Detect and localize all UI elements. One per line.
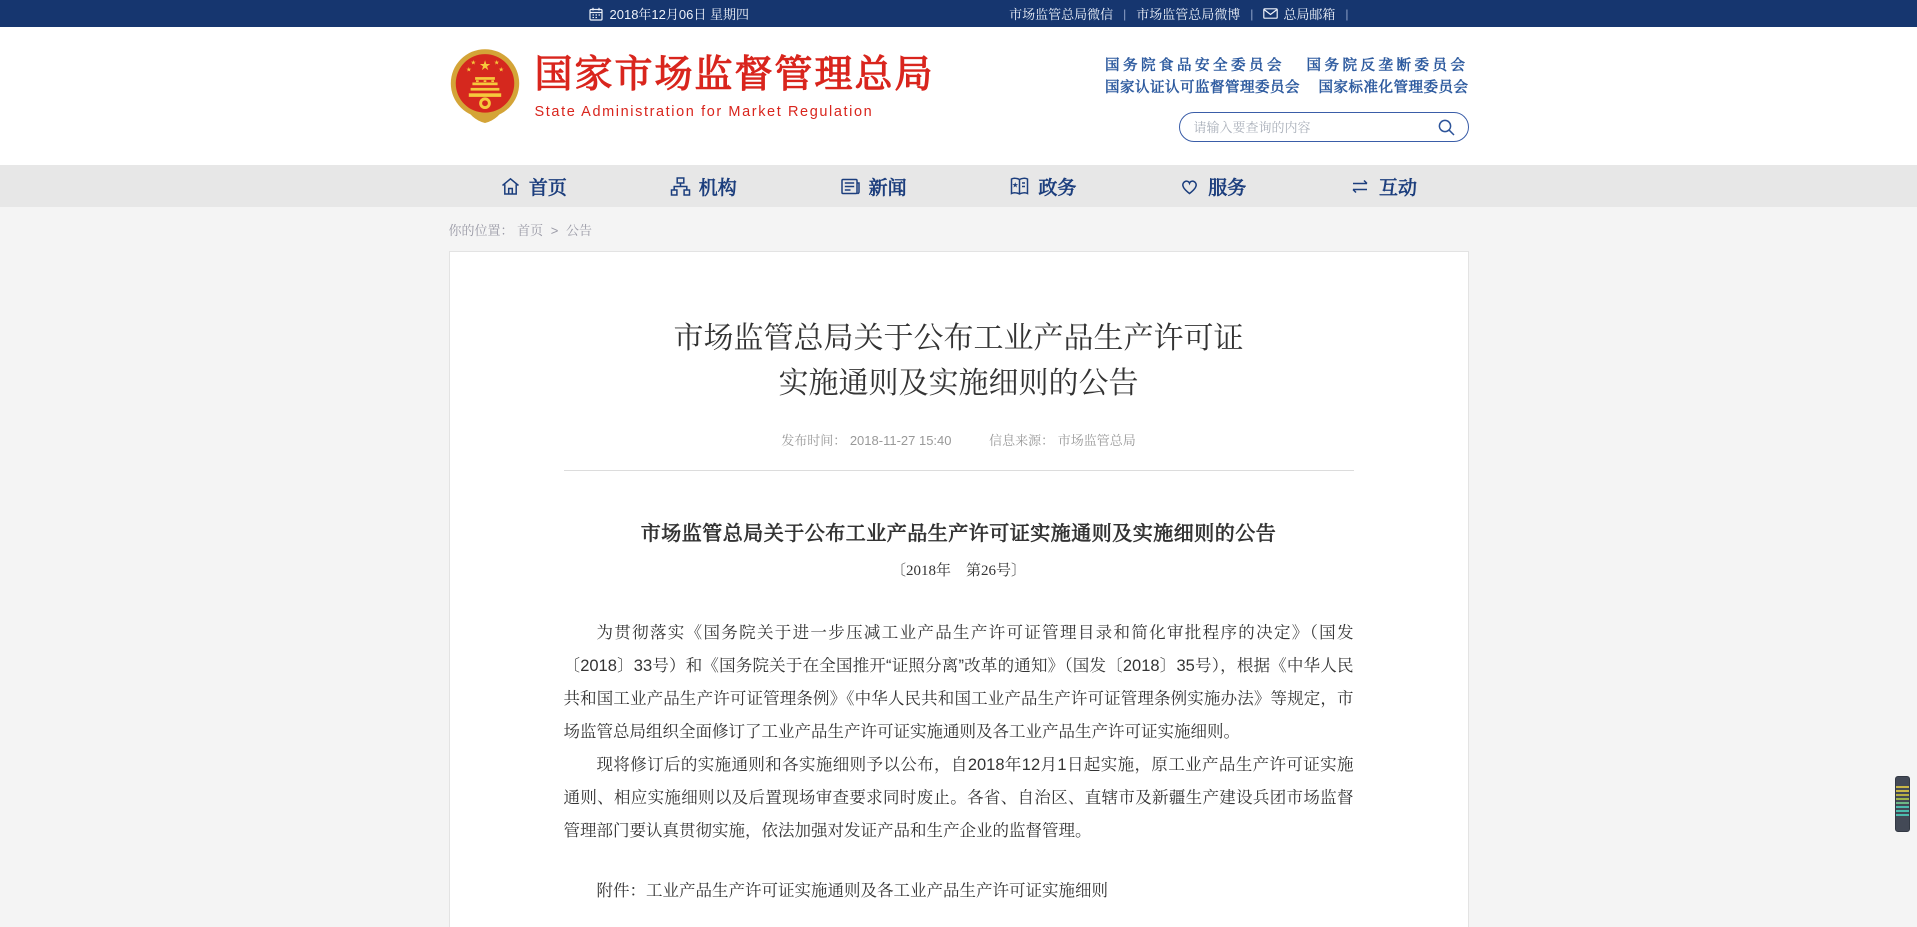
publish-time-value: 2018-11-27 15:40 [849, 433, 952, 448]
topbar-date [589, 4, 749, 23]
envelope-icon [1263, 8, 1278, 19]
link-food-safety-committee[interactable]: 国务院食品安全委员会 [1104, 58, 1285, 74]
nav-item-home[interactable] [500, 173, 567, 200]
nav-item-interaction[interactable] [1349, 173, 1417, 200]
gov-affairs-icon [1009, 176, 1030, 197]
topbar-link-weibo[interactable]: 市场监管总局微博 [1136, 7, 1241, 22]
search-box [1179, 112, 1469, 142]
main-nav [0, 165, 1917, 207]
nav-item-label: 政务 [1038, 177, 1077, 199]
site-name: 国家市场监督管理总局 [534, 53, 935, 96]
source-label: 信息来源： [989, 433, 1055, 448]
article-paragraph: 为贯彻落实《国务院关于进一步压减工业产品生产许可证管理目录和简化审批程序的决定》（国发〔2018〕33号）和《国务院关于在全国推开“证照分离”改革的通知》（国发〔2018〕35号），根据《中华人民共和国工业产品生产许可证管理条例》《中华人民共和国工业产品生产许可证管理条例实施办法》等规定，市场监管总局组织全面修订了工业产品生产许可证实施通则及各工业产品生产许可证实施细则。 [563, 624, 1354, 741]
link-antimonopoly-committee[interactable]: 国务院反垄断委员会 [1306, 58, 1469, 74]
meta-divider [564, 470, 1354, 471]
source-value: 市场监管总局 [1057, 433, 1136, 448]
home-icon [500, 176, 521, 197]
link-sac[interactable]: 国家标准化管理委员会 [1318, 80, 1469, 96]
svg-text:★: ★ [478, 57, 491, 73]
brand-text [535, 54, 935, 121]
news-icon [840, 176, 861, 197]
topbar-link-mailbox[interactable] [1263, 4, 1335, 23]
nav-item-label: 互动 [1379, 177, 1418, 199]
search-input[interactable] [1194, 120, 1437, 135]
service-heart-icon [1179, 176, 1200, 197]
breadcrumb [449, 207, 1469, 251]
topbar-separator: | [1123, 6, 1127, 21]
attachment-line: 附件：工业产品生产许可证实施通则及各工业产品生产许可证实施细则 [596, 882, 1108, 900]
nav-item-label: 服务 [1208, 177, 1247, 199]
site-brand[interactable] [449, 47, 935, 127]
svg-text:★: ★ [497, 66, 504, 74]
article-paragraph: 现将修订后的实施通则和各实施细则予以公布，自2018年12月1日起实施，原工业产品生产许可证实施通则、相应实施细则以及后置现场审查要求同时废止。各省、自治区、直辖市及新疆生产建设兵团市场监督管理部门要认真贯彻实施，依法加强对发证产品和生产企业的监督管理。 [563, 756, 1354, 840]
article-title-line1: 市场监管总局关于公布工业产品生产许可证 [673, 322, 1244, 355]
national-emblem-logo [449, 47, 521, 127]
article-body [564, 617, 1354, 908]
nav-item-label: 机构 [698, 177, 737, 199]
article-title [564, 316, 1354, 406]
related-links-row2 [1105, 77, 1469, 99]
nav-item-service[interactable] [1179, 173, 1246, 200]
article-meta [564, 430, 1354, 449]
calendar-icon [589, 7, 603, 21]
header-right [1105, 47, 1469, 142]
topbar [0, 0, 1917, 27]
svg-text:★: ★ [465, 66, 472, 74]
organization-icon [670, 176, 691, 197]
topbar-date-text: 2018年12月06日 星期四 [609, 7, 749, 22]
svg-text:★: ★ [493, 59, 500, 67]
nav-item-gov-affairs[interactable] [1009, 173, 1076, 200]
publish-time-label: 发布时间： [781, 433, 847, 448]
topbar-separator: | [1345, 6, 1349, 21]
site-name-english: State Administration for Market Regulation [534, 104, 874, 121]
topbar-links [1009, 4, 1348, 23]
nav-item-news[interactable] [840, 173, 907, 200]
article-title-line2: 实施通则及实施细则的公告 [778, 367, 1139, 400]
interaction-arrows-icon [1349, 176, 1371, 197]
breadcrumb-separator: > [550, 223, 559, 238]
link-cnca[interactable]: 国家认证认可监督管理委员会 [1104, 80, 1300, 96]
nav-item-label: 新闻 [868, 177, 907, 199]
document-number: 〔2018年 第26号〕 [890, 563, 1026, 579]
search-icon[interactable] [1437, 118, 1456, 137]
related-links-row1 [1105, 55, 1469, 77]
nav-item-label: 首页 [528, 177, 567, 199]
article-subtitle: 市场监管总局关于公布工业产品生产许可证实施通则及实施细则的公告 [640, 523, 1277, 545]
scroll-minimap-widget[interactable] [1895, 776, 1910, 832]
topbar-link-wechat[interactable]: 市场监管总局微信 [1009, 7, 1114, 22]
svg-text:★: ★ [1012, 180, 1020, 189]
topbar-separator: | [1250, 6, 1254, 21]
breadcrumb-prefix: 你的位置： [448, 223, 514, 238]
svg-text:★: ★ [469, 59, 476, 67]
site-header [0, 27, 1917, 165]
nav-item-organization[interactable] [670, 173, 737, 200]
topbar-link-mailbox-label: 总局邮箱 [1283, 7, 1336, 22]
breadcrumb-current: 公告 [566, 223, 593, 238]
breadcrumb-link-home[interactable]: 首页 [517, 223, 544, 238]
article-card [449, 251, 1469, 927]
